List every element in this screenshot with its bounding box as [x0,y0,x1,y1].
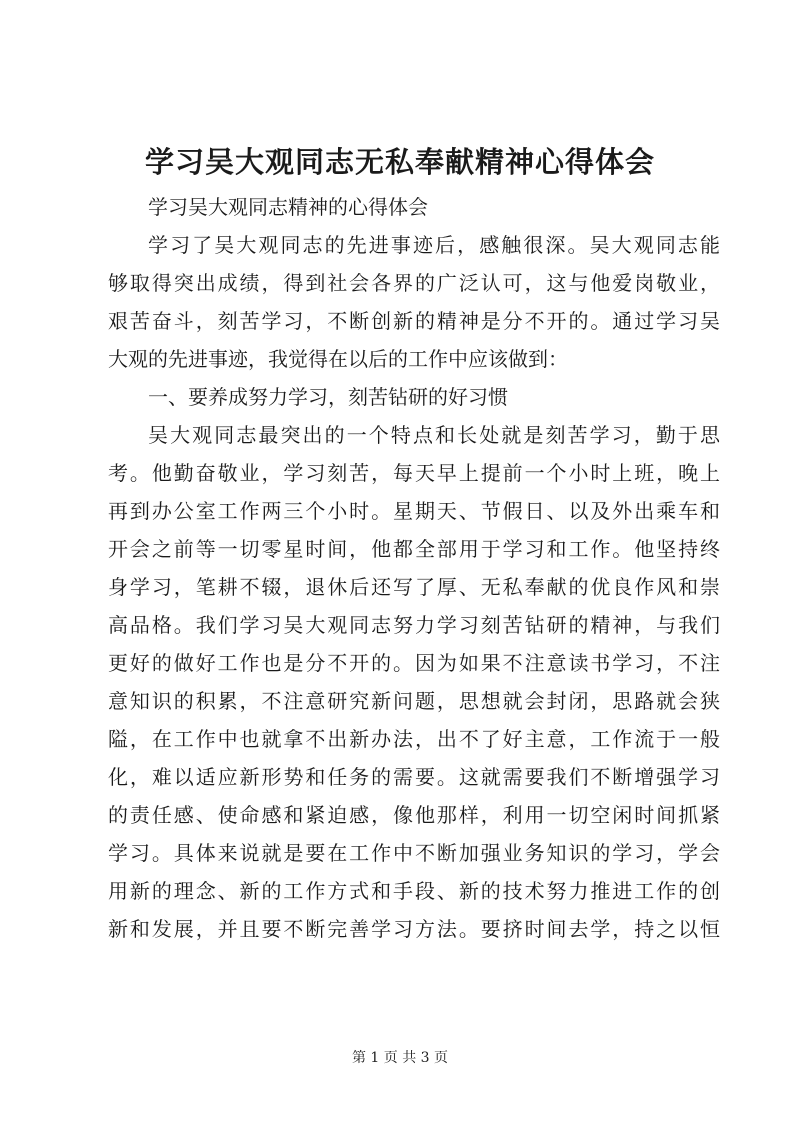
paragraph-line: 新和发展，并且要不断完善学习方法。要挤时间去学，持之以恒 [108,917,720,941]
paragraph-line: 艰苦奋斗，刻苦学习，不断创新的精神是分不开的。通过学习吴 [108,309,720,333]
page-footer: 第 1 页 共 3 页 [351,1050,449,1066]
paragraph-line: 的责任感、使命感和紧迫感，像他那样，利用一切空闲时间抓紧 [108,803,720,827]
paragraph-line: 学习。具体来说就是要在工作中不断加强业务知识的学习，学会 [108,841,720,865]
paragraph-line: 隘，在工作中也就拿不出新办法，出不了好主意，工作流于一般 [108,727,720,751]
paragraph-line: 大观的先进事迹，我觉得在以后的工作中应该做到： [108,347,568,371]
paragraph-line: 更好的做好工作也是分不开的。因为如果不注意读书学习，不注 [108,651,720,675]
section-heading: 一、要养成努力学习，刻苦钻研的好习惯 [148,385,508,409]
document-title: 学习吴大观同志无私奉献精神心得体会 [144,145,655,179]
paragraph-line: 再到办公室工作两三个小时。星期天、节假日、以及外出乘车和 [108,499,720,523]
paragraph-line: 化，难以适应新形势和任务的需要。这就需要我们不断增强学习 [108,765,720,789]
paragraph-line: 用新的理念、新的工作方式和手段、新的技术努力推进工作的创 [108,879,720,903]
paragraph-line: 学习了吴大观同志的先进事迹后，感触很深。吴大观同志能 [148,233,720,257]
paragraph-line: 吴大观同志最突出的一个特点和长处就是刻苦学习，勤于思 [148,423,720,447]
paragraph-line: 意知识的积累，不注意研究新问题，思想就会封闭，思路就会狭 [108,689,720,713]
subtitle-line: 学习吴大观同志精神的心得体会 [148,195,428,219]
paragraph-line: 够取得突出成绩，得到社会各界的广泛认可，这与他爱岗敬业， [108,271,720,295]
document-body [108,188,720,948]
paragraph-line: 考。他勤奋敬业，学习刻苦，每天早上提前一个小时上班，晚上 [108,461,720,485]
paragraph-line: 身学习，笔耕不辍，退休后还写了厚、无私奉献的优良作风和崇 [108,575,720,599]
paragraph-line: 开会之前等一切零星时间，他都全部用于学习和工作。他坚持终 [108,537,720,561]
paragraph-line: 高品格。我们学习吴大观同志努力学习刻苦钻研的精神，与我们 [108,613,720,637]
